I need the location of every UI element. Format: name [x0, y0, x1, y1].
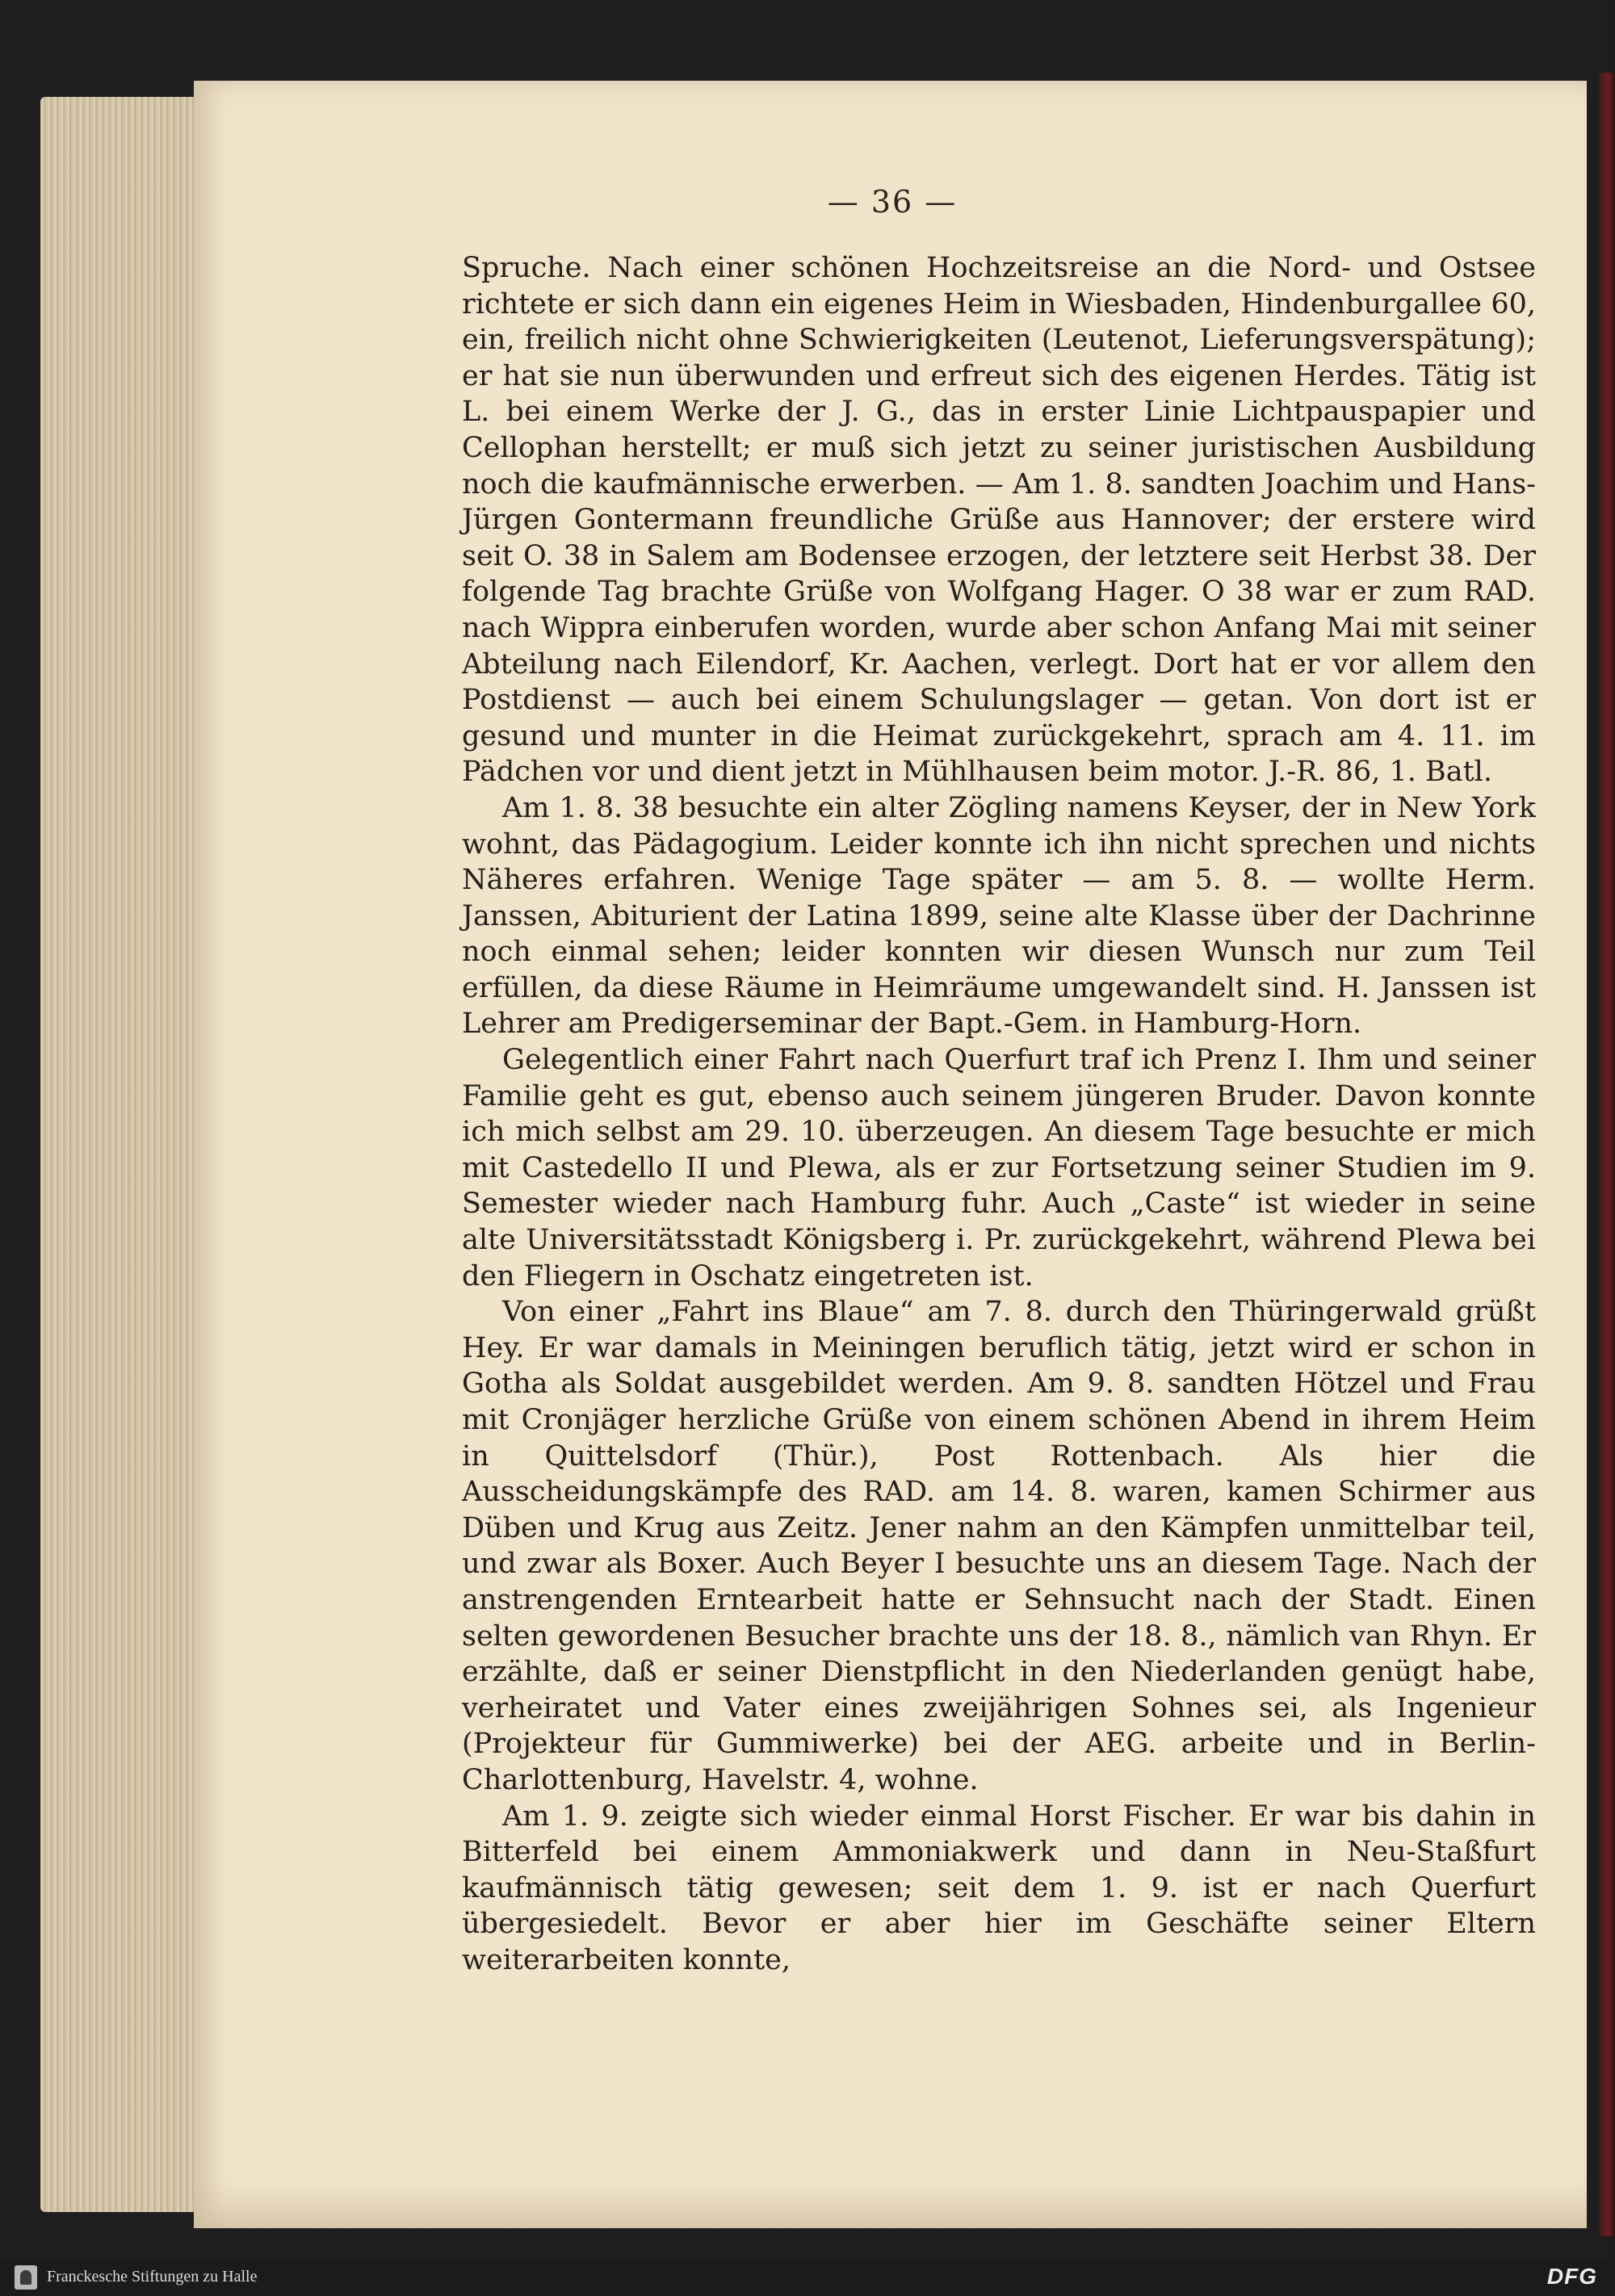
paragraph: Gelegentlich einer Fahrt nach Querfurt traf ich Prenz I. Ihm und seiner Familie geht es gut, ebenso auch seinem jüngeren Bruder. Davon konnte ich mich selbst am 29. 10. überzeugen. An diesem Tage besuchte er mich mit Castedello II und Plewa, als er zur Fortsetzung seiner Studien im 9. Semester wieder nach Hamburg fuhr. Auch „Caste“ ist wieder in seine alte Universitätsstadt Königsberg i. Pr. zurückgekehrt, während Plewa bei den Fliegern in Oschatz eingetreten ist.: [462, 1044, 1536, 1293]
dfg-logo: DFG: [1546, 2264, 1597, 2289]
paragraph: Von einer „Fahrt ins Blaue“ am 7. 8. durch den Thüringerwald grüßt Hey. Er war damals in Meiningen beruflich tätig, jetzt wird er schon in Gotha als Soldat ausgebildet werden. Am 9. 8. sandten Hötzel und Frau mit Cronjäger herzliche Grüße von einem schönen Abend in ihrem Heim in Quittelsdorf (Thür.), Post Rottenbach. Als hier die Ausscheidungskämpfe des RAD. am 14. 8. waren, kamen Schirmer aus Düben und Krug aus Zeitz. Jener nahm an den Kämpfen unmittelbar teil, und zwar als Boxer. Auch Beyer I besuchte uns an diesem Tage. Nach der anstrengenden Erntearbeit hatte er Sehnsucht nach der Stadt. Einen selten gewordenen Besucher brachte uns der 18. 8., nämlich van Rhyn. Er erzählte, daß er seiner Dienstpflicht in den Niederlanden genügt habe, verheiratet und Vater eines zweijährigen Sohnes sei, als Ingenieur (Projekteur für Gummiwerke) bei der AEG. arbeite und in Berlin-Charlottenburg, Havelstr. 4, wohne.: [462, 1296, 1536, 1796]
institution-logo-icon: [15, 2265, 37, 2290]
page-number: — 36 —: [827, 184, 958, 220]
page-shadow: [194, 2180, 1587, 2228]
paragraph: Am 1. 8. 38 besuchte ein alter Zögling namens Keyser, der in New York wohnt, das Pädagogium. Leider konnte ich ihn nicht sprechen und nichts Näheres erfahren. Wenige Tage später — am 5. 8. — wollte Herm. Janssen, Abiturient der Latina 1899, seine alte Klasse über der Dachrinne noch einmal sehen; leider konnten wir diesen Wunsch nur zum Teil erfüllen, da diese Räume in Heimräume umgewandelt sind. H. Janssen ist Lehrer am Predigerseminar der Bapt.-Gem. in Hamburg-Horn.: [462, 791, 1536, 1041]
paragraph: Am 1. 9. zeigte sich wieder einmal Horst Fischer. Er war bis dahin in Bitterfeld bei einem Ammoniakwerk und dann in Neu-Staßfurt kaufmännisch tätig gewesen; seit dem 1. 9. ist er nach Querfurt übergesiedelt. Bevor er aber hier im Geschäfte seiner Eltern weiterarbeiten konnte,: [462, 1800, 1536, 1976]
page-text: [462, 250, 1536, 1979]
book-spine-edge: [1599, 73, 1615, 2236]
paragraph: Spruche. Nach einer schönen Hochzeitsreise an die Nord- und Ostsee richtete er sich dann ein eigenes Heim in Wiesbaden, Hindenburgallee 60, ein, freilich nicht ohne Schwierigkeiten (Leutenot, Lieferungsverspätung); er hat sie nun überwunden und erfreut sich des eigenen Herdes. Tätig ist L. bei einem Werke der J. G., das in erster Linie Lichtpauspapier und Cellophan herstellt; er muß sich jetzt zu seiner juristischen Ausbildung noch die kaufmännische erwerben. — Am 1. 8. sandten Joachim und Hans-Jürgen Gontermann freundliche Grüße aus Hannover; der erstere wird seit O. 38 in Salem am Bodensee erzogen, der letztere seit Herbst 38. Der folgende Tag brachte Grüße von Wolfgang Hager. O 38 war er zum RAD. nach Wippra einberufen worden, wurde aber schon Anfang Mai mit seiner Abteilung nach Eilendorf, Kr. Aachen, verlegt. Dort hat er vor allem den Postdienst — auch bei einem Schulungslager — getan. Von dort ist er gesund und munter in die Heimat zurückgekehrt, sprach am 4. 11. im Pädchen vor und dient jetzt in Mühlhausen beim motor. J.-R. 86, 1. Batl.: [462, 252, 1536, 789]
institution-name: Franckesche Stiftungen zu Halle: [47, 2268, 258, 2286]
